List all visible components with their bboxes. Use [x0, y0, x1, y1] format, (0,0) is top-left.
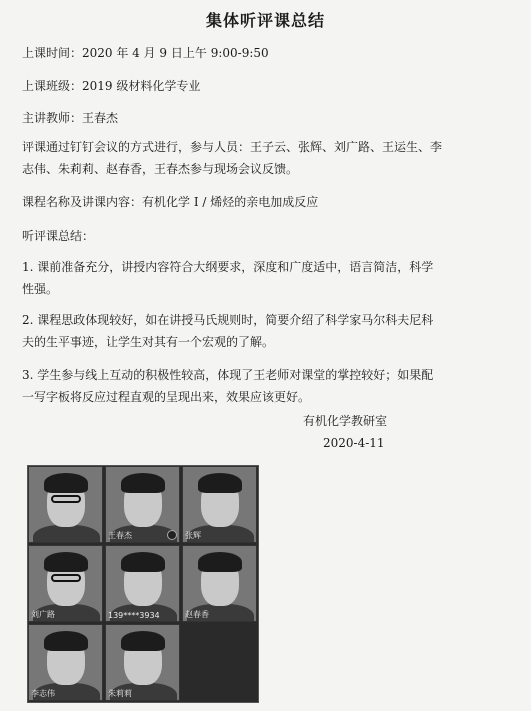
- summary-item-1-line-2: 性强。: [22, 282, 59, 296]
- participant-name: 赵春香: [185, 610, 209, 619]
- participant-name: 李志伟: [31, 689, 55, 698]
- mic-indicator-icon: [167, 530, 177, 540]
- summary-item-3-line-1: 3. 学生参与线上互动的积极性较高，体现了王老师对课堂的掌控较好；如果配: [22, 368, 434, 382]
- participant-tile: [28, 466, 103, 543]
- summary-item-2-line-2: 夫的生平事迹，让学生对其有一个宏观的了解。: [22, 335, 275, 349]
- summary-item-1-line-1: 1. 课前准备充分，讲授内容符合大纲要求，深度和广度适中，语言简洁，科学: [22, 260, 434, 274]
- page-title: 集体听评课总结: [205, 11, 325, 30]
- course-info: 课程名称及讲课内容：有机化学 I / 烯烃的亲电加成反应: [22, 195, 319, 209]
- participant-tile: [28, 624, 103, 701]
- participant-tile: [105, 624, 180, 701]
- participant-tile: [182, 545, 257, 622]
- participant-name: 张辉: [185, 531, 201, 540]
- signature-date: 2020-4-11: [323, 436, 385, 450]
- participant-tile: [105, 466, 180, 543]
- class-group: 上课班级：2019 级材料化学专业: [22, 79, 201, 93]
- lecturer: 主讲教师：王春杰: [22, 111, 119, 125]
- participant-tile: [105, 545, 180, 622]
- participant-name: 刘广路: [31, 610, 55, 619]
- summary-heading: 听评课总结：: [22, 229, 95, 243]
- participant-name: 朱莉莉: [108, 689, 132, 698]
- participant-name: 王春杰: [108, 531, 132, 540]
- video-conference-screenshot: [27, 465, 259, 703]
- participants-line-2: 志伟、朱莉莉、赵春香，王春杰参与现场会议反馈。: [22, 162, 299, 176]
- summary-item-3-line-2: 一写字板将反应过程直观的呈现出来，效果应该更好。: [22, 390, 311, 404]
- signature-organization: 有机化学教研室: [303, 414, 388, 428]
- class-time: 上课时间：2020 年 4 月 9 日上午 9:00-9:50: [22, 46, 269, 60]
- summary-item-2-line-1: 2. 课程思政体现较好，如在讲授马氏规则时，简要介绍了科学家马尔科夫尼科: [22, 313, 434, 327]
- participant-tile: [182, 466, 257, 543]
- participant-name: 139****3934: [108, 611, 160, 620]
- participants-line-1: 评课通过钉钉会议的方式进行，参与人员：王子云、张辉、刘广路、王运生、李: [22, 140, 443, 154]
- participant-tile: [28, 545, 103, 622]
